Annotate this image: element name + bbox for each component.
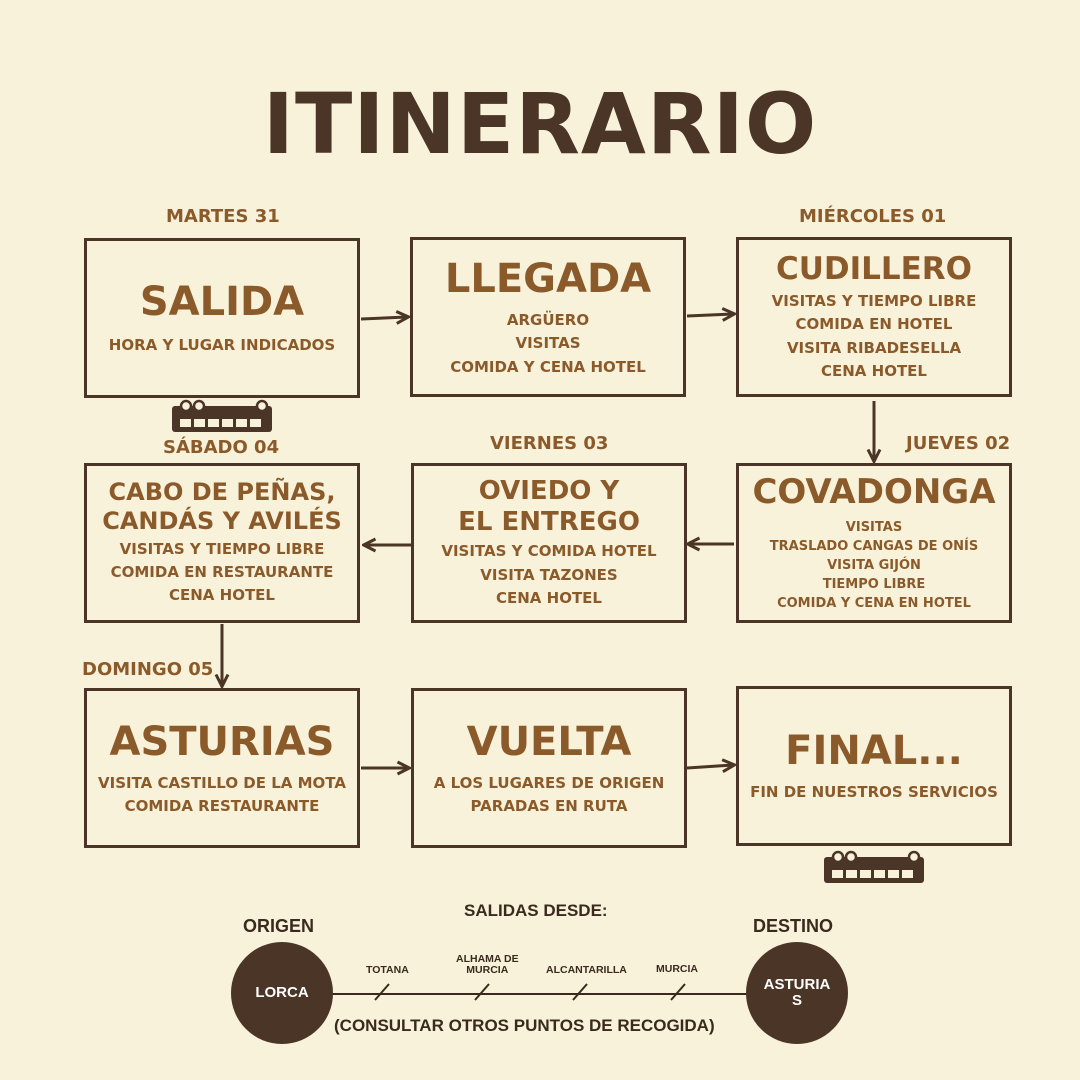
- stop-alcantarilla: ALCANTARILLA: [546, 964, 627, 976]
- destination-name: ASTURIA: [763, 976, 831, 994]
- box-line: VISITAS Y TIEMPO LIBRE: [771, 292, 977, 311]
- box-heading: CUDILLERO: [775, 250, 973, 287]
- page-title: ITINERARIO: [262, 75, 818, 173]
- day-label-domingo: DOMINGO 05: [82, 659, 214, 680]
- salidas-desde-label: SALIDAS DESDE:: [464, 901, 608, 920]
- box-line: PARADAS EN RUTA: [470, 797, 628, 815]
- box-line: VISITAS: [515, 334, 581, 353]
- destination-label: DESTINO: [753, 916, 834, 936]
- box-line: TIEMPO LIBRE: [822, 576, 926, 592]
- box-line: COMIDA Y CENA EN HOTEL: [777, 595, 971, 611]
- box-line: TRASLADO CANGAS DE ONÍS: [769, 539, 979, 555]
- box-line: CENA HOTEL: [496, 588, 602, 607]
- stop-tick: [475, 984, 489, 1000]
- arrow-right-icon: [687, 765, 733, 768]
- box-line: COMIDA Y CENA HOTEL: [450, 357, 646, 376]
- box-line: CENA HOTEL: [821, 361, 927, 380]
- box-line: VISITA GIJÓN: [827, 557, 921, 573]
- box-line: COMIDA EN HOTEL: [795, 315, 953, 334]
- box-heading: ASTURIAS: [109, 718, 335, 765]
- stop-murcia: MURCIA: [656, 963, 698, 975]
- box-line: VISITAS Y COMIDA HOTEL: [441, 542, 657, 561]
- arrow-right-icon: [361, 317, 407, 319]
- stop-tick: [573, 984, 587, 1000]
- box-heading: OVIEDO Y: [478, 475, 620, 506]
- origin-name: LORCA: [255, 984, 309, 1002]
- day-label-miercoles: MIÉRCOLES 01: [799, 206, 947, 227]
- destination-name-end: S: [791, 992, 802, 1009]
- arrow-right-icon: [687, 314, 733, 316]
- box-heading: CABO DE PEÑAS,: [108, 478, 336, 507]
- stop-alhama-de-murcia: ALHAMA DE MURCIA: [456, 953, 519, 977]
- box-line: COMIDA EN RESTAURANTE: [110, 563, 334, 582]
- box-line: ARGÜERO: [506, 311, 590, 330]
- origin-label: ORIGEN: [243, 916, 315, 936]
- box-line: COMIDA RESTAURANTE: [124, 797, 320, 815]
- box-line: VISITA CASTILLO DE LA MOTA: [98, 773, 346, 792]
- box-heading: FINAL...: [785, 728, 963, 775]
- day-label-jueves: JUEVES 02: [906, 433, 1011, 454]
- consult-note: (CONSULTAR OTROS PUNTOS DE RECOGIDA): [334, 1016, 715, 1035]
- day-label-viernes: VIERNES 03: [490, 433, 609, 454]
- bus-icon: [824, 852, 924, 883]
- box-line: VISITAS: [845, 520, 903, 536]
- box-heading: LLEGADA: [444, 256, 652, 303]
- box-line: VISITAS Y TIEMPO LIBRE: [119, 539, 325, 558]
- stop-totana: TOTANA: [366, 964, 409, 976]
- box-line: A LOS LUGARES DE ORIGEN: [433, 773, 665, 792]
- box-heading: SALIDA: [139, 279, 305, 326]
- box-line: CENA HOTEL: [169, 586, 275, 605]
- box-heading: VUELTA: [466, 718, 632, 765]
- box-heading: COVADONGA: [752, 472, 996, 513]
- bus-icon: [172, 401, 272, 432]
- day-label-sabado: SÁBADO 04: [163, 437, 280, 458]
- day-label-martes: MARTES 31: [166, 206, 280, 227]
- origin-circle: [231, 942, 333, 1044]
- stop-tick: [671, 984, 685, 1000]
- box-line: FIN DE NUESTROS SERVICIOS: [750, 783, 998, 802]
- box-line: VISITA TAZONES: [480, 565, 618, 584]
- stop-tick: [375, 984, 389, 1000]
- box-heading: CANDÁS Y AVILÉS: [102, 507, 342, 536]
- destination-circle: [746, 942, 848, 1044]
- box-heading: EL ENTREGO: [458, 507, 640, 538]
- box-line: HORA Y LUGAR INDICADOS: [108, 336, 336, 355]
- box-line: VISITA RIBADESELLA: [786, 338, 962, 357]
